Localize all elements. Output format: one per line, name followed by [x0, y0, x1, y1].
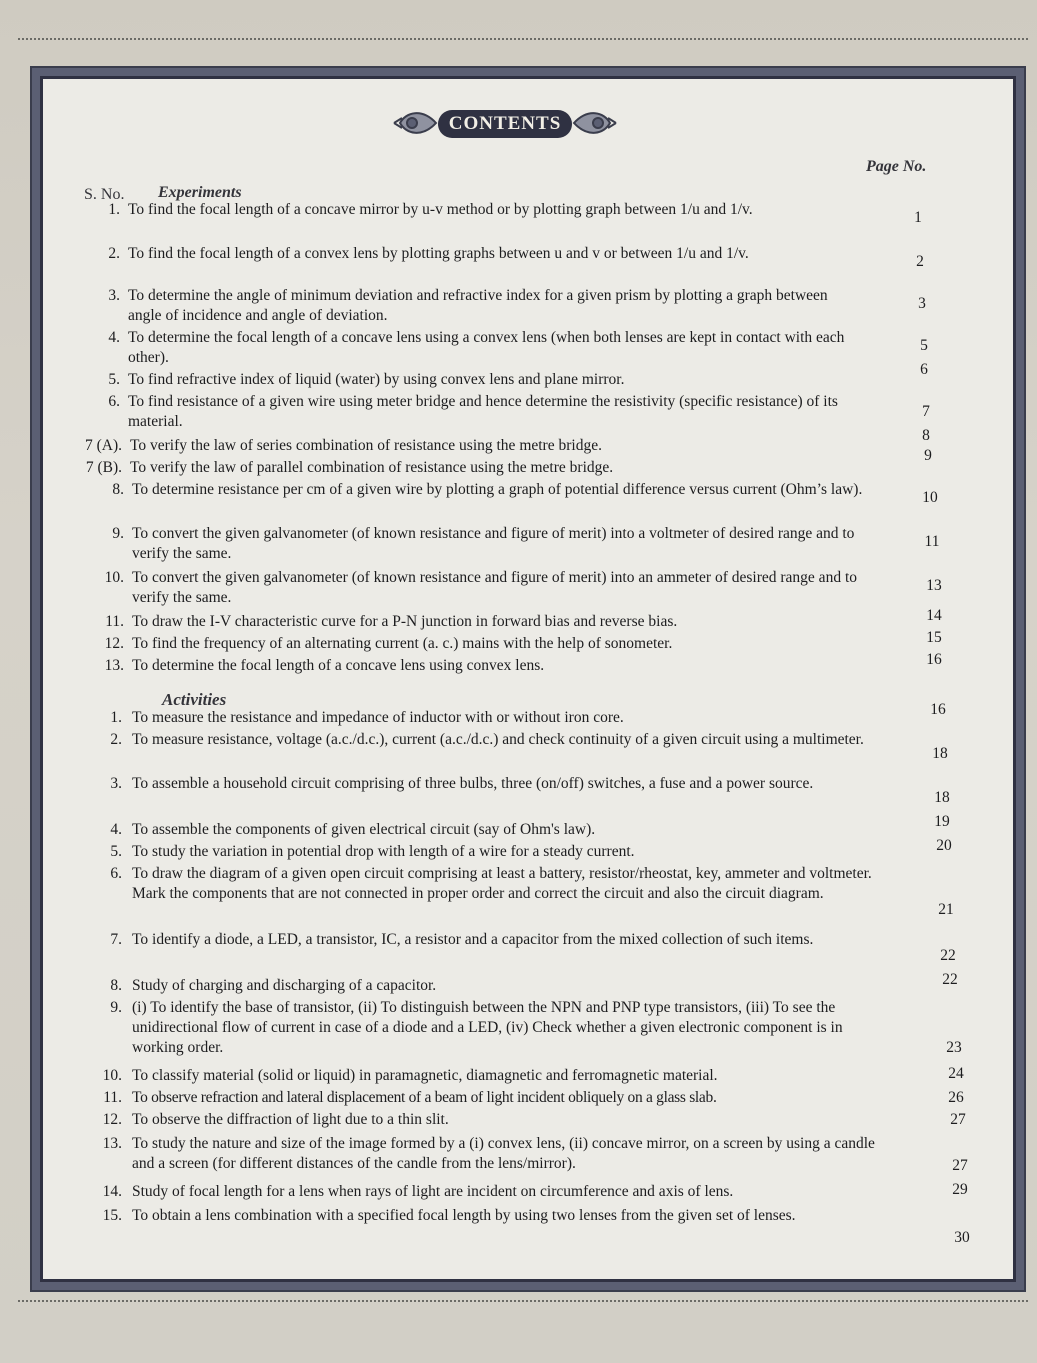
item-text: To verify the law of parallel combination of resistance using the metre bridge.: [130, 459, 614, 476]
page-number: 22: [942, 971, 958, 988]
page-number: 7: [922, 403, 930, 420]
page-number: 9: [924, 447, 932, 464]
page-number: 29: [952, 1181, 968, 1198]
page-number: 10: [922, 489, 938, 506]
item-number: 10.: [104, 569, 124, 586]
item-number: 9.: [112, 525, 124, 542]
page-number: 16: [926, 651, 942, 668]
page-number: 27: [952, 1157, 968, 1174]
item-text: To draw the diagram of a given open circuit comprising at least a battery, resistor/rheostat, key, ammeter and voltmeter. Mark the components that are not connected in proper order and correct the circuit and also the circuit diagram.: [132, 865, 872, 902]
page-number: 5: [920, 337, 928, 354]
page-number: 20: [936, 837, 952, 854]
item-number: 3.: [110, 775, 122, 792]
item-number: 12.: [102, 1111, 122, 1128]
item-text: To find the focal length of a convex lens by plotting graphs between u and v or between 1/u and 1/v.: [128, 245, 749, 262]
activities-section-heading: Activities: [162, 690, 227, 709]
page-number: 22: [940, 947, 956, 964]
page-number: 19: [934, 813, 950, 830]
item-text: (i) To identify the base of transistor, (ii) To distinguish between the NPN and PNP type transistors, (iii) To see the unidirectional flow of current in case of a diode and a LED, (iv) Check whether a given electronic component is in working order.: [132, 999, 843, 1056]
item-text: To find the frequency of an alternating current (a. c.) mains with the help of sonometer.: [132, 635, 673, 652]
page-number: 24: [948, 1065, 964, 1082]
item-number: 8.: [110, 977, 122, 994]
item-text: To find resistance of a given wire using meter bridge and hence determine the resistivity (specific resistance) of its material.: [128, 393, 838, 430]
item-number: 2.: [110, 731, 122, 748]
page-number: 23: [946, 1039, 962, 1056]
item-text: To measure the resistance and impedance of inductor with or without iron core.: [132, 709, 624, 726]
bottom-dotted-rule: [18, 1300, 1028, 1308]
item-number: 3.: [108, 287, 120, 304]
item-number: 2.: [108, 245, 120, 262]
item-number: 11.: [103, 1089, 122, 1106]
item-number: 7 (A).: [84, 437, 122, 454]
item-number: 4.: [108, 329, 120, 346]
page-title: CONTENTS: [438, 110, 572, 138]
item-number: 13.: [102, 1135, 122, 1152]
item-number: 13.: [104, 657, 124, 674]
page-number: 8: [922, 427, 930, 444]
item-text: Study of charging and discharging of a capacitor.: [132, 977, 437, 994]
page-number: 15: [926, 629, 942, 646]
item-text: To obtain a lens combination with a specified focal length by using two lenses from the given set of lenses.: [132, 1207, 796, 1224]
page-number: 26: [948, 1089, 964, 1106]
item-number: 10.: [102, 1067, 122, 1084]
item-number: 14.: [102, 1183, 122, 1200]
item-number: 7 (B).: [85, 459, 122, 476]
page-number: 18: [934, 789, 950, 806]
item-text: To convert the given galvanometer (of known resistance and figure of merit) into a voltmeter of desired range and to verify the same.: [132, 525, 855, 562]
item-number: 6.: [110, 865, 122, 882]
item-text: To find refractive index of liquid (water) by using convex lens and plane mirror.: [128, 371, 625, 388]
item-text: To determine the focal length of a concave lens using convex lens.: [132, 657, 545, 674]
item-text: To verify the law of series combination of resistance using the metre bridge.: [130, 437, 602, 454]
page-number: 1: [914, 209, 922, 226]
item-number: 7.: [110, 931, 122, 948]
item-text: To find the focal length of a concave mirror by u-v method or by plotting graph between 1/u and 1/v.: [128, 201, 753, 218]
page-number: 6: [920, 361, 928, 378]
item-text: To assemble the components of given electrical circuit (say of Ohm's law).: [132, 821, 596, 838]
item-text: To observe the diffraction of light due to a thin slit.: [132, 1111, 449, 1128]
item-number: 1.: [108, 201, 120, 218]
item-number: 5.: [108, 371, 120, 388]
item-text: To convert the given galvanometer (of known resistance and figure of merit) into an ammeter of desired range and to verify the same.: [132, 569, 857, 606]
top-dotted-rule: [18, 38, 1028, 46]
item-text: To study the nature and size of the image formed by a (i) convex lens, (ii) concave mirror, on a screen by using a candle and a screen (for different distances of the candle from the lens/mirror).: [132, 1135, 875, 1172]
page-number: 27: [950, 1111, 966, 1128]
sno-column-header: S. No.: [84, 186, 125, 203]
item-text: To draw the I-V characteristic curve for a P-N junction in forward bias and reverse bias.: [132, 613, 678, 630]
item-text: To determine resistance per cm of a given wire by plotting a graph of potential difference versus current (Ohm’s law).: [132, 481, 863, 498]
page-number: 2: [916, 253, 924, 270]
item-text: To identify a diode, a LED, a transistor, IC, a resistor and a capacitor from the mixed collection of such items.: [132, 931, 814, 948]
item-number: 1.: [110, 709, 122, 726]
item-number: 4.: [110, 821, 122, 838]
page-number: 16: [930, 701, 946, 718]
item-number: 11.: [105, 613, 124, 630]
item-number: 8.: [112, 481, 124, 498]
item-text: Study of focal length for a lens when rays of light are incident on circumference and axis of lens.: [132, 1183, 734, 1200]
page-number-column-header: Page No.: [866, 158, 927, 175]
page-number: 30: [954, 1229, 970, 1246]
page-number: 11: [924, 533, 940, 550]
item-text: To determine the angle of minimum deviation and refractive index for a given prism by plotting a graph between angle of incidence and angle of deviation.: [128, 287, 828, 324]
item-text: To measure resistance, voltage (a.c./d.c.), current (a.c./d.c.) and check continuity of a given circuit using a multimeter.: [132, 731, 864, 748]
item-number: 5.: [110, 843, 122, 860]
item-number: 12.: [104, 635, 124, 652]
page-number: 21: [938, 901, 954, 918]
item-text: To study the variation in potential drop with length of a wire for a steady current.: [132, 843, 635, 860]
item-text: To assemble a household circuit comprising of three bulbs, three (on/off) switches, a fuse and a power source.: [132, 775, 814, 792]
page-number: 3: [918, 295, 926, 312]
item-text: To observe refraction and lateral displacement of a beam of light incident obliquely on a glass slab.: [132, 1089, 717, 1106]
item-text: To determine the focal length of a concave lens using a convex lens (when both lenses are kept in contact with each other).: [128, 329, 845, 366]
item-number: 9.: [110, 999, 122, 1016]
page-number: 14: [926, 607, 942, 624]
experiments-section-heading: Experiments: [158, 184, 242, 201]
page-number: 18: [932, 745, 948, 762]
item-number: 15.: [102, 1207, 122, 1224]
item-number: 6.: [108, 393, 120, 410]
page-number: 13: [926, 577, 942, 594]
item-text: To classify material (solid or liquid) in paramagnetic, diamagnetic and ferromagnetic material.: [132, 1067, 718, 1084]
